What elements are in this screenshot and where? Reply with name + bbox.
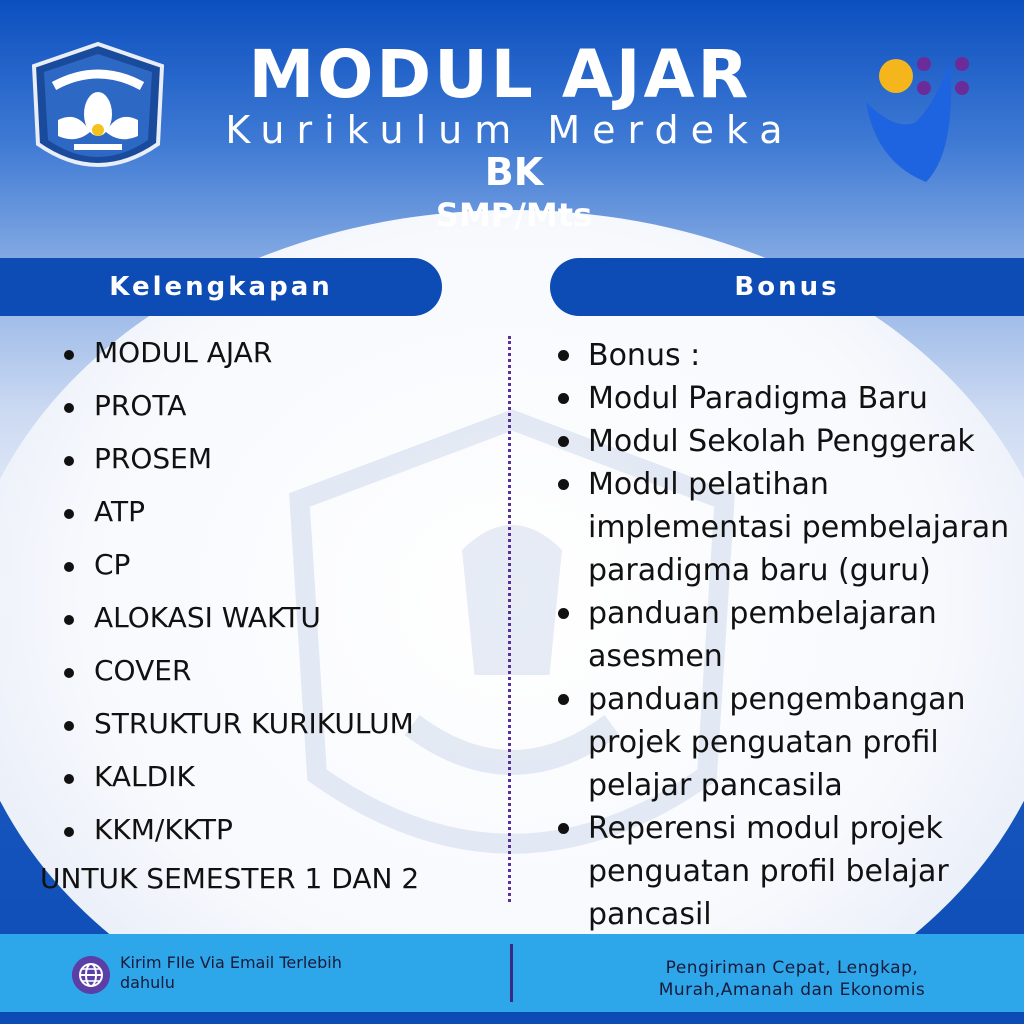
list-item: CP xyxy=(62,542,414,595)
bonus-list xyxy=(556,334,1016,936)
list-item: panduan pengembangan projek penguatan profil pelajar pancasila xyxy=(556,678,1016,807)
list-item: ATP xyxy=(62,489,414,542)
level-label: SMP/Mts xyxy=(435,196,593,234)
footer-divider xyxy=(510,944,513,1002)
list-item: Modul Paradigma Baru xyxy=(556,377,1016,420)
footer-email-note: Kirim FIle Via Email Terlebih dahulu xyxy=(120,953,342,992)
globe-icon xyxy=(72,956,110,994)
bonus-heading: Bonus xyxy=(550,258,1024,316)
list-item: KALDIK xyxy=(62,754,414,807)
list-item: KKM/KKTP xyxy=(62,807,414,860)
kelengkapan-list xyxy=(62,330,414,860)
list-item: PROSEM xyxy=(62,436,414,489)
list-item: Reperensi modul projek penguatan profil belajar pancasil xyxy=(556,807,1016,936)
list-item: MODUL AJAR xyxy=(62,330,414,383)
column-divider xyxy=(508,336,511,902)
footer-bottom-strip xyxy=(0,1012,1024,1024)
list-item: ALOKASI WAKTU xyxy=(62,595,414,648)
footer-shipping-note: Pengiriman Cepat, Lengkap, Murah,Amanah dan Ekonomis xyxy=(658,958,926,1000)
list-item: COVER xyxy=(62,648,414,701)
list-item: Modul pelatihan implementasi pembelajaran paradigma baru (guru) xyxy=(556,463,1016,592)
list-item: Modul Sekolah Penggerak xyxy=(556,420,1016,463)
list-item: panduan pembelajaran asesmen xyxy=(556,592,1016,678)
page-subtitle: Kurikulum Merdeka xyxy=(225,108,795,152)
list-item: PROTA xyxy=(62,383,414,436)
list-item: STRUKTUR KURIKULUM xyxy=(62,701,414,754)
kelengkapan-heading: Kelengkapan xyxy=(0,258,442,316)
list-item: Bonus : xyxy=(556,334,1016,377)
semester-note: UNTUK SEMESTER 1 DAN 2 xyxy=(40,862,420,895)
page-title: MODUL AJAR xyxy=(248,36,752,113)
subject-label: BK xyxy=(484,150,544,194)
